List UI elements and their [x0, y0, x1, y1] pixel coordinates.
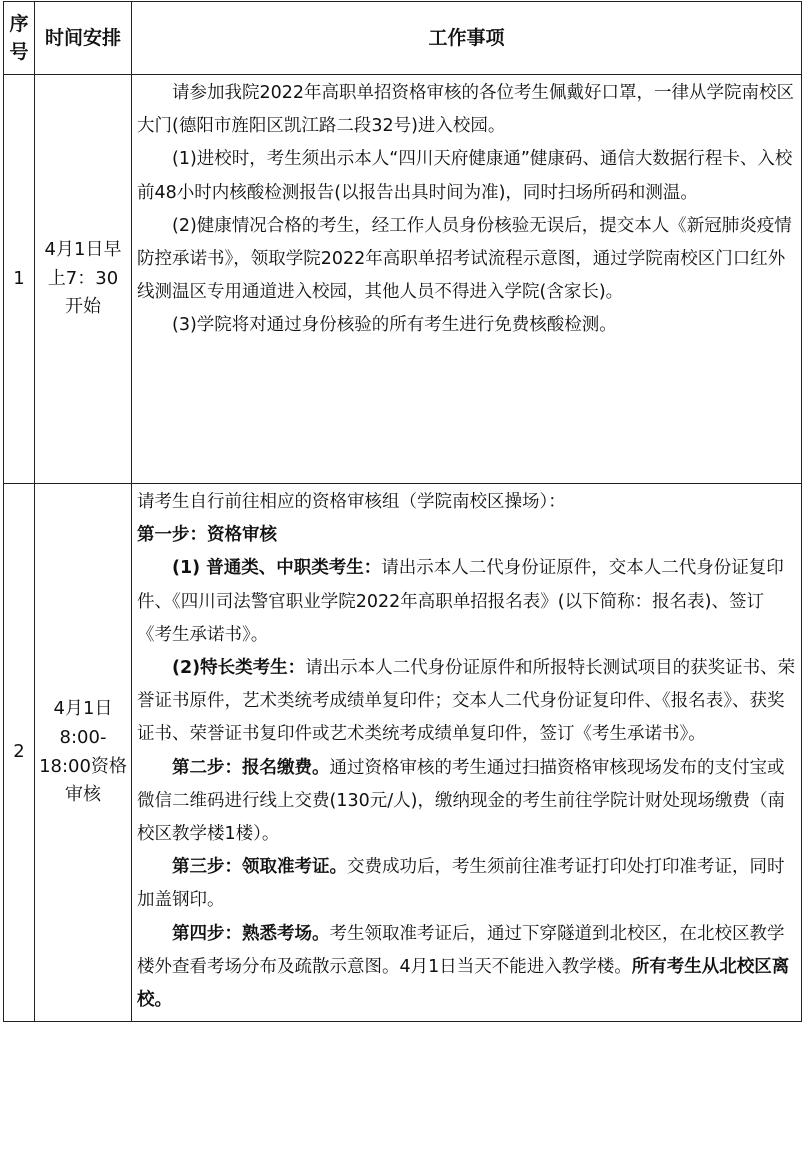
paragraph	[137, 918, 797, 1018]
paragraph-text: 请出示本人二代身份证原件，交本人二代身份证复印件、《四川司法警官职业学院2022年高职单招报名表》(以下简称：报名表)、签订《考生承诺书》。	[137, 558, 784, 645]
header-item: 工作事项	[132, 2, 802, 75]
paragraph	[137, 851, 797, 917]
header-no: 序号	[4, 2, 35, 75]
bold-label: 第四步：熟悉考场。	[172, 923, 330, 944]
paragraph: (3)学院将对通过身份核验的所有考生进行免费核酸检测。	[172, 315, 617, 336]
row-number: 2	[4, 484, 35, 1022]
row-time: 4月1日早上7：30开始	[35, 75, 132, 484]
row-time: 4月1日8:00-18:00资格审核	[35, 484, 132, 1022]
paragraph	[137, 552, 797, 652]
paragraph-text: 通过资格审核的考生通过扫描资格审核现场发布的支付宝或微信二维码进行线上交费(130元/人)，缴纳现金的考生前往学院计财处现场缴费（南校区教学楼1楼）。	[137, 757, 785, 845]
row-number: 1	[4, 75, 35, 484]
bold-label: 所有考生从北校区离校。	[137, 956, 790, 1011]
row-content	[132, 484, 802, 1022]
intro-text: 请考生自行前往相应的资格审核组（学院南校区操场）：	[137, 492, 566, 512]
table-row	[4, 484, 802, 1022]
bold-label: 第二步：报名缴费。	[172, 757, 330, 778]
paragraph-text: 请出示本人二代身份证原件和所报特长测试项目的获奖证书、荣誉证书原件，艺术类统考成绩单复印件；交本人二代身份证复印件、《报名表》、获奖证书、荣誉证书复印件或艺术类统考成绩单复印件，签订《考生承诺书》。	[137, 658, 796, 745]
bold-label: (1) 普通类、中职类考生：	[172, 558, 382, 579]
header-time: 时间安排	[35, 2, 132, 75]
bold-label: 第三步：领取准考证。	[172, 857, 347, 878]
paragraph: (2)健康情况合格的考生，经工作人员身份核验无误后，提交本人《新冠肺炎疫情防控承诺书》，领取学院2022年高职单招考试流程示意图，通过学院南校区门口红外线测温区专用通道进入校园，其他人员不得进入学院(含家长)。	[137, 215, 792, 303]
bold-label: (2)特长类考生：	[172, 658, 306, 679]
paragraph: (1)进校时，考生须出示本人“四川天府健康通”健康码、通信大数据行程卡、入校前48小时内核酸检测报告(以报告出具时间为准)，同时扫场所码和测温。	[137, 149, 793, 203]
paragraph: 请参加我院2022年高职单招资格审核的各位考生佩戴好口罩，一律从学院南校区大门(德阳市旌阳区凯江路二段32号)进入校园。	[137, 83, 795, 137]
schedule-table	[3, 1, 802, 1022]
paragraph	[137, 652, 797, 752]
step-title: 第一步：资格审核	[137, 525, 277, 546]
paragraph-text: 考生领取准考证后，通过下穿隧道到北校区，在北校区教学楼外查看考场分布及疏散示意图。4月1日当天不能进入教学楼。	[137, 923, 785, 977]
paragraph	[137, 752, 797, 852]
paragraph-text: 交费成功后，考生须前往准考证打印处打印准考证，同时加盖钢印。	[137, 857, 785, 911]
row-content	[132, 75, 802, 484]
table-row	[4, 75, 802, 484]
header-row	[4, 2, 802, 75]
